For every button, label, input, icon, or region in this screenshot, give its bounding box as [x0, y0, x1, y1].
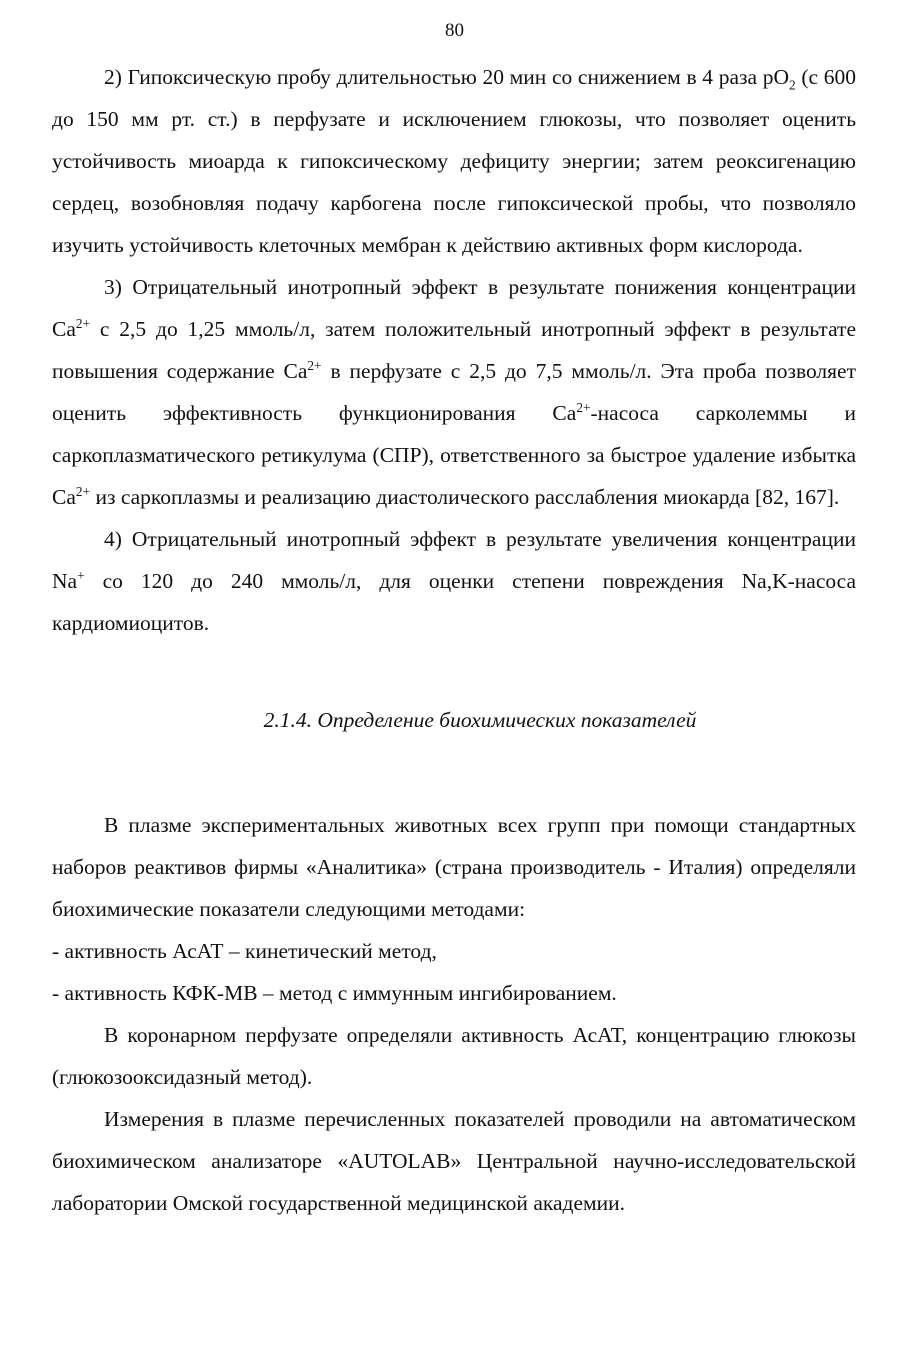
- paragraph-text: -насоса сарколеммы и саркоплазматического ретикулума (СПР), ответственного за быстрое удаление избытка Ca: [52, 401, 856, 509]
- paragraph-measurements: Измерения в плазме перечисленных показателей проводили на автоматическом биохимическом анализаторе «AUTOLAB» Центральной научно-исследовательской лаборатории Омской государственной медицинской академии.: [52, 1107, 856, 1215]
- paragraph-text: (с 600 до 150 мм рт. ст.) в перфузате и исключением глюкозы, что позволяет оценить устойчивость миоарда к гипоксическому дефициту энергии; затем реоксигенацию сердец, возобновляя подачу карбогена после гипоксической пробы, что позволяло изучить устойчивость клеточных мембран к действию активных форм кислорода.: [52, 65, 857, 257]
- paragraph-text: 3) Отрицательный инотропный эффект в результате понижения концентрации Ca: [52, 275, 856, 341]
- subscript: 2: [789, 77, 796, 93]
- paragraph-sodium-test: [52, 518, 856, 644]
- superscript: 2+: [75, 483, 91, 499]
- list-item: - активность АсАТ – кинетический метод,: [52, 939, 437, 963]
- page-content: [52, 56, 856, 1224]
- paragraph-text: из саркоплазмы и реализацию диастолического расслабления миокарда [82, 167].: [90, 485, 840, 509]
- superscript: +: [77, 567, 85, 583]
- paragraph-perfusate: В коронарном перфузате определяли активность АсАТ, концентрацию глюкозы (глюкозооксидазный метод).: [52, 1023, 856, 1089]
- paragraph-hypoxic-test: [52, 56, 856, 266]
- list-item: - активность КФК-МВ – метод с иммунным ингибированием.: [52, 981, 617, 1005]
- superscript: 2+: [576, 399, 591, 415]
- paragraph-text: 4) Отрицательный инотропный эффект в результате увеличения концентрации Na: [52, 527, 856, 593]
- paragraph-text: 2) Гипоксическую пробу длительностью 20 мин со снижением в 4 раза pO: [104, 65, 790, 89]
- paragraph-text: со 120 до 240 ммоль/л, для оценки степени повреждения Na,K-насоса кардиомиоцитов.: [52, 569, 856, 635]
- paragraph-plasma: В плазме экспериментальных животных всех групп при помощи стандартных наборов реактивов фирмы «Аналитика» (страна производитель - Италия) определяли биохимические показатели следующими методами:: [52, 813, 856, 921]
- paragraph-text: в перфузате с 2,5 до 7,5 ммоль/л. Эта проба позволяет оценить эффективность функционирования Ca: [52, 359, 856, 425]
- superscript: 2+: [307, 357, 322, 373]
- paragraph-text: с 2,5 до 1,25 ммоль/л, затем положительный инотропный эффект в результате повышения содержание Ca: [52, 317, 856, 383]
- paragraph-calcium-test: [52, 266, 856, 518]
- superscript: 2+: [75, 315, 91, 331]
- section-heading: 2.1.4. Определение биохимических показателей: [263, 708, 697, 732]
- page-number: 80: [445, 20, 464, 41]
